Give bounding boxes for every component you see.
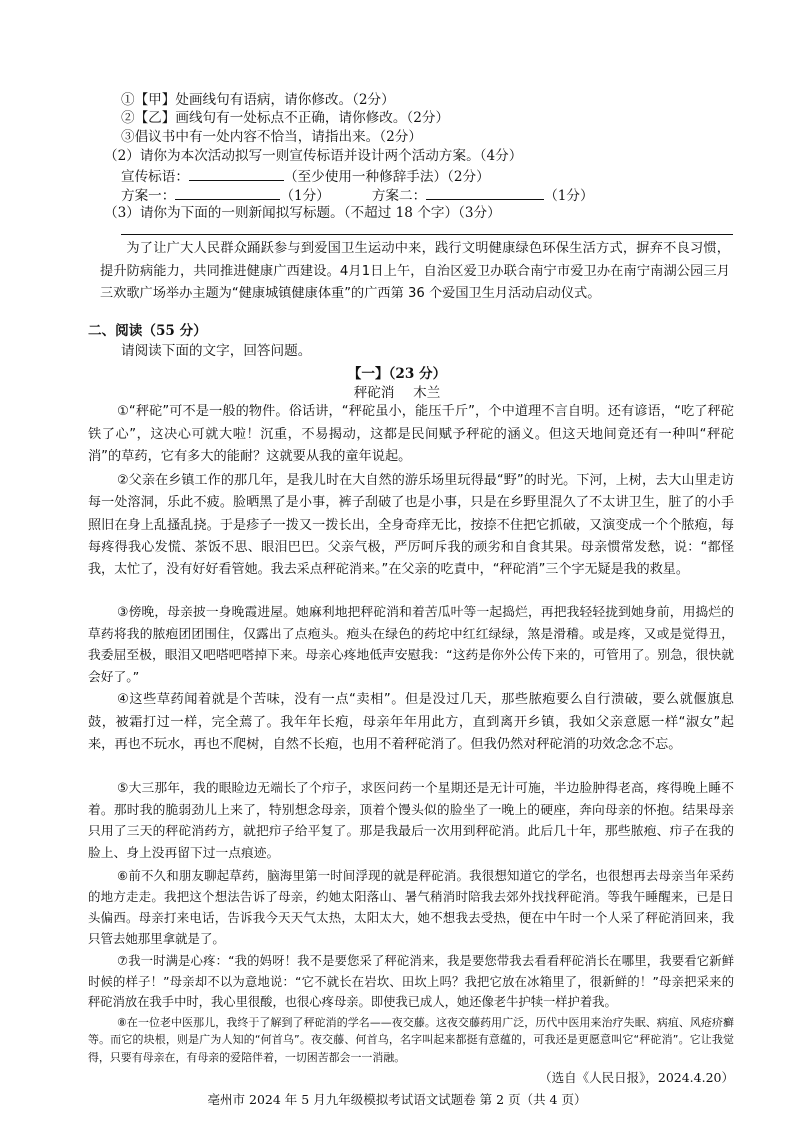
- plan2-score: （1分）: [544, 188, 594, 204]
- slogan-label: 宣传标语：: [121, 169, 189, 185]
- article-author: 木兰: [413, 385, 441, 401]
- page-footer: 亳州市 2024 年 5 月九年级模拟考试语文试题卷 第 2 页（共 4 页）: [207, 1092, 587, 1107]
- slogan-row: [121, 166, 490, 186]
- question-1a: ①【甲】处画线句有语病，请你修改。（2分）: [121, 92, 395, 108]
- paragraph-5: ⑤大三那年，我的眼睑边无端长了个疖子，求医问药一个星期还是无计可施，半边脸肿得老高，疼得晚上睡不着。那时我的脆弱劲儿上来了，特别想念母亲，顶着个馒头似的脸坐了一晚上的硬座，奔向母亲的怀抱。结果母亲只用了三天的秤砣消药方，就把疖子给平复了。那是我最后一次用到秤砣消。此后几十年，那些脓疱、疖子在我的脸上、身上没再留下过一点痕迹。: [88, 781, 734, 861]
- news-passage: 为了让广大人民群众踊跃参与到爱国卫生运动中来，践行文明健康绿色环保生活方式，摒弃不良习惯，提升防病能力，共同推进健康广西建设。4月1日上午，自治区爱卫办联合南宁市爱卫办在南宁南湖公园三月三欢歌广场举办主题为“健康城镇健康体重”的广西第 36 个爱国卫生月活动启动仪式。: [100, 241, 730, 301]
- article-title: 秤砣消: [353, 385, 395, 401]
- paragraph-8: ⑧在一位老中医那儿，我终于了解到了秤砣消的学名——夜交藤。这夜交藤药用广泛，历代中医用来治疗失眠、病疽、风疮疥癣等。而它的块根，则是广为人知的“何首乌”。夜交藤、何首乌，名字叫起来都挺有意蕴的，可我还是更愿意叫它“秤砣消”。它让我觉得，只要有母亲在，有母亲的爱陪伴着，一切困苦都会一一消融。: [88, 1016, 734, 1064]
- plan1-score: （1分）: [280, 188, 330, 204]
- title-answer-line[interactable]: [121, 234, 733, 235]
- question-1c: ③倡议书中有一处内容不恰当，请指出来。（2分）: [121, 129, 422, 145]
- question-1b: ②【乙】画线句有一处标点不正确，请你修改。（2分）: [121, 110, 450, 126]
- section-2-instruction: 请阅读下面的文字，回答问题。: [121, 343, 312, 359]
- part-label: 【一】（23 分）: [347, 366, 447, 382]
- paragraph-4: ④这些草药闻着就是个苦味，没有一点“卖相”。但是没过几天，那些脓疱要么自行溃破，要么就偃旗息鼓，被霜打过一样，完全蔫了。我年年长疱，母亲年年用此方，直到离开乡镇，我如父亲意愿一样“淑女”起来，再也不玩水，再也不爬树，自然不长疱，也用不着秤砣消了。但我仍然对秤砣消的功效念念不忘。: [88, 692, 734, 753]
- paragraph-6: ⑥前不久和朋友聊起草药，脑海里第一时间浮现的就是秤砣消。我很想知道它的学名，也很想再去母亲当年采药的地方走走。我把这个想法告诉了母亲，约她太阳落山、暑气稍消时陪我去郊外找找秤砣消。等我午睡醒来，已是日头偏西。母亲打来电话，告诉我今天天气太热，太阳太大，她不想我去受热，便在中午时一个人采了秤砣消回来，我只管去她那里拿就是了。: [88, 868, 734, 946]
- question-3: （3）请你为下面的一则新闻拟写标题。（不超过 18 个字）（3分）: [104, 205, 501, 221]
- source-note: （选自《人民日报》，2024.4.20）: [539, 1070, 734, 1085]
- paragraph-3: ③傍晚，母亲披一身晚霞进屋。她麻利地把秤砣消和着苦瓜叶等一起捣烂，再把我轻轻拢到她身前，用捣烂的草药将我的脓疱团团围住，仅露出了点疱头。疱头在绿色的药坨中红红绿绿，煞是滑稽。或是疼，又或是觉得丑，我委屈至极，眼泪又吧嗒吧嗒掉下来。母亲心疼地低声安慰我：“这药是你外公传下来的，可管用了。别急，很快就会好了。”: [88, 605, 734, 685]
- paragraph-2: ②父亲在乡镇工作的那几年，是我儿时在大自然的游乐场里玩得最“野”的时光。下河，上树，去大山里走访每一处溶洞，乐此不疲。脸晒黑了是小事，裤子刮破了也是小事，只是在乡野里混久了不太讲卫生，脏了的小手照旧在身上乱搔乱挠。于是疹子一拨又一拨长出，全身奇痒无比，按捺不住把它抓破，又演变成一个个脓疱，每每疼得我心发慌、茶饭不思、眼泪巴巴。父亲气极，严厉呵斥我的顽劣和自食其果。母亲惯常发愁，说：“都怪我，太忙了，没有好好看管她。我去采点秤砣消来。”在父亲的吃責中，“秤砣消”三个字无疑是我的救星。: [88, 473, 734, 577]
- paragraph-7: ⑦我一时满是心疼：“我的妈呀！我不是要您采了秤砣消来，我是要您带我去看看秤砣消长在哪里，我要看它新鲜时候的样子！”母亲却不以为意地说：“它不就长在岩坎、田坎上吗？我把它放在冰箱里了，很新鲜的！”母亲把采来的秤砣消放在我手中时，我心里很酸，也很心疼母亲。即使我已成人，她还像老牛护犊一样护着我。: [88, 954, 734, 1009]
- plan2-blank[interactable]: [426, 185, 544, 200]
- slogan-note: （至少使用一种修辞手法）（2分）: [283, 169, 490, 185]
- plan2-label: 方案二：: [371, 188, 427, 204]
- article-heading: [0, 381, 794, 401]
- plan1-blank[interactable]: [175, 185, 280, 200]
- section-2-title: 二、阅读（55 分）: [88, 323, 207, 339]
- slogan-blank[interactable]: [189, 166, 284, 181]
- question-2: （2）请你为本次活动拟写一则宣传标语并设计两个活动方案。（4分）: [104, 148, 523, 164]
- plan-row: [121, 185, 594, 205]
- plan1-label: 方案一：: [121, 188, 176, 204]
- paragraph-1: ①“秤砣”可不是一般的物件。俗话讲，“秤砣虽小，能压千斤”，个中道理不言自明。还有谚语，“吃了秤砣铁了心”，这决心可就大啦！沉重，不易揭动，这都是民间赋予秤砣的涵义。但这天地间竟还有一种叫“秤砣消”的草药，它有多大的能耐？这就要从我的童年说起。: [88, 404, 734, 465]
